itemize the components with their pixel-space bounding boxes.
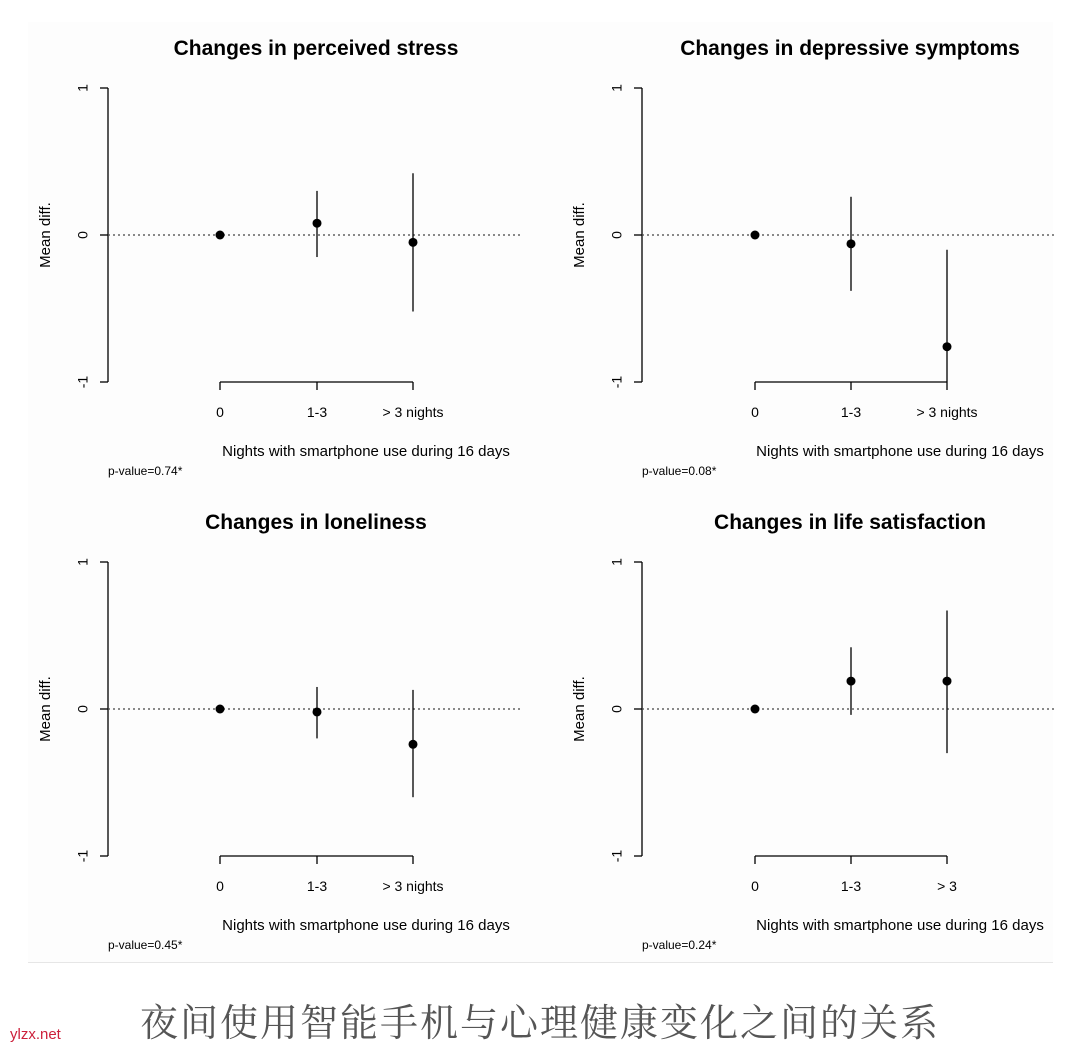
chart-title: Changes in depressive symptoms: [680, 37, 1020, 60]
chart-panel-loneliness: [37, 511, 523, 952]
x-tick-label: > 3 nights: [382, 404, 444, 420]
data-point: [216, 231, 225, 240]
x-tick-label: > 3 nights: [382, 878, 444, 894]
y-tick-label: 1: [74, 84, 91, 92]
y-tick-label: 0: [608, 231, 625, 239]
x-tick-label: 1-3: [306, 878, 328, 894]
y-tick-label: -1: [608, 849, 625, 863]
p-value-note: p-value=0.74*: [108, 464, 183, 478]
x-tick-label: > 3: [937, 878, 957, 894]
x-tick-label: 1-3: [840, 404, 862, 420]
y-axis-label: Mean diff.: [36, 202, 54, 268]
y-tick-label: 0: [74, 705, 91, 713]
p-value-note: p-value=0.08*: [642, 464, 717, 478]
y-tick-label: 1: [608, 558, 625, 566]
x-axis-label: Nights with smartphone use during 16 days: [222, 443, 510, 460]
y-axis-label: Mean diff.: [36, 676, 54, 742]
chart-panel-depressive: [571, 37, 1057, 478]
data-point: [313, 219, 322, 228]
data-point: [847, 677, 856, 686]
y-tick-label: -1: [608, 375, 625, 389]
watermark: ylzx.net: [10, 1026, 61, 1043]
p-value-note: p-value=0.24*: [642, 938, 717, 952]
y-tick-label: 1: [74, 558, 91, 566]
x-tick-label: 0: [751, 404, 759, 420]
y-tick-label: 1: [608, 84, 625, 92]
data-point: [313, 707, 322, 716]
y-tick-label: 0: [608, 705, 625, 713]
data-point: [847, 239, 856, 248]
data-point: [409, 740, 418, 749]
data-point: [943, 677, 952, 686]
x-axis-label: Nights with smartphone use during 16 days: [756, 917, 1044, 934]
p-value-note: p-value=0.45*: [108, 938, 183, 952]
divider: [28, 962, 1053, 963]
x-tick-label: 1-3: [306, 404, 328, 420]
y-axis-label: Mean diff.: [570, 202, 588, 268]
data-point: [216, 705, 225, 714]
x-tick-label: > 3 nights: [916, 404, 978, 420]
x-axis-label: Nights with smartphone use during 16 days: [756, 443, 1044, 460]
chart-title: Changes in life satisfaction: [714, 511, 986, 534]
y-tick-label: 0: [74, 231, 91, 239]
x-tick-label: 0: [216, 404, 224, 420]
figure-caption: 夜间使用智能手机与心理健康变化之间的关系: [139, 1001, 940, 1045]
data-point: [943, 342, 952, 351]
data-point: [409, 238, 418, 247]
y-axis-label: Mean diff.: [570, 676, 588, 742]
x-tick-label: 1-3: [840, 878, 862, 894]
x-tick-label: 0: [216, 878, 224, 894]
x-tick-label: 0: [751, 878, 759, 894]
chart-panel-stress: [37, 37, 523, 478]
data-point: [751, 705, 760, 714]
chart-panel-life-satisfaction: [571, 511, 1057, 952]
y-tick-label: -1: [74, 375, 91, 389]
x-axis-label: Nights with smartphone use during 16 days: [222, 917, 510, 934]
chart-title: Changes in loneliness: [205, 511, 427, 534]
chart-title: Changes in perceived stress: [173, 37, 459, 60]
data-point: [751, 231, 760, 240]
y-tick-label: -1: [74, 849, 91, 863]
